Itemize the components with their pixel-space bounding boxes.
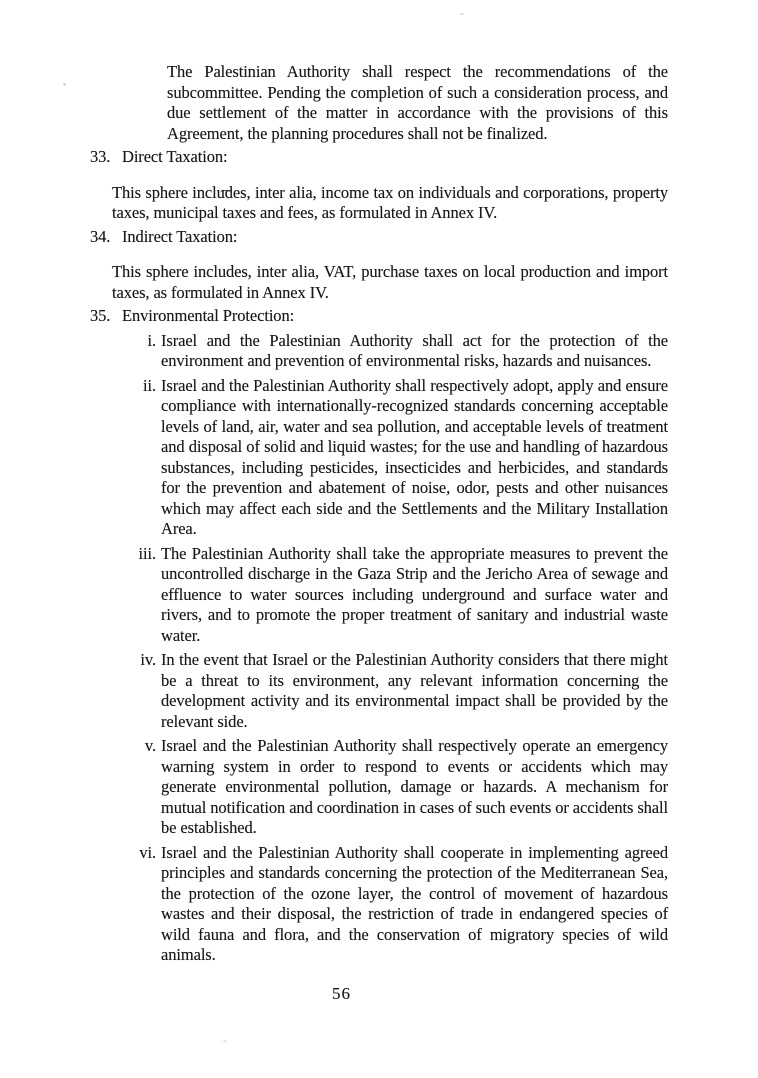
subitem-text: Israel and the Palestinian Authority shall respectively adopt, apply and ensure compliance with internationally-recognized standards concerning acceptable levels of land, air, water and sea pollution, and acceptable levels of treatment and disposal of solid and liquid wastes; for the use and handling of hazardous substances, including pesticides, insecticides and herbicides, and standards for the prevention and abatement of noise, odor, pests and other nuisances which may affect each side and the Settlements and the Military Installation Area.	[161, 375, 668, 538]
subitem-text: In the event that Israel or the Palestinian Authority considers that there might be a threat to its environment, any relevant information concerning the development activity and its environmental impact shall be provided by the relevant side.	[161, 650, 668, 731]
scan-artifact	[63, 83, 66, 86]
scan-artifact	[220, 190, 231, 196]
subitem-text: The Palestinian Authority shall take the appropriate measures to prevent the uncontrolled discharge in the Gaza Strip and the Jericho Area of sewage and effluence to water sources including underground and surface water and rivers, and to promote the proper treatment of sanitary and industrial waste water.	[161, 543, 668, 645]
subitem-text: Israel and the Palestinian Authority shall act for the protection of the environment and prevention of environmental risks, hazards and nuisances.	[161, 330, 668, 370]
subitem-iii	[130, 544, 668, 647]
subitem-marker: i.	[147, 330, 156, 350]
subitem-iv	[130, 650, 668, 732]
scan-artifact	[223, 1040, 227, 1042]
section-direct-taxation	[0, 147, 758, 224]
section-title: Direct Taxation:	[122, 147, 228, 166]
section-paragraph: This sphere includes, inter alia, income tax on individuals and corporations, property taxes, municipal taxes and fees, as formulated in Annex IV.	[112, 182, 668, 222]
subitem-i	[130, 331, 668, 372]
section-number: 33.	[90, 147, 111, 166]
intro-paragraph: The Palestinian Authority shall respect the recommendations of the subcommittee. Pending the completion of such a consideration process, and due settlement of the matter in accordance with the provisions of this Agreement, the planning procedures shall not be finalized.	[167, 62, 668, 143]
section-title: Indirect Taxation:	[122, 226, 238, 246]
section-heading	[90, 306, 668, 327]
section-paragraph: This sphere includes, inter alia, VAT, purchase taxes on local production and import taxes, as formulated in Annex IV.	[112, 262, 668, 302]
subitem-marker: iii.	[138, 543, 156, 563]
section-title: Environmental Protection:	[122, 306, 295, 325]
subitem-text: Israel and the Palestinian Authority shall respectively operate an emergency warning system in order to respond to events or accidents which may generate environmental pollution, damage or hazards. A mechanism for mutual notification and coordination in cases of such events or accidents shall be established.	[161, 736, 668, 837]
subitem-marker: v.	[144, 736, 156, 755]
section-heading	[90, 227, 668, 248]
subitem-vi	[130, 843, 668, 966]
subitem-ii	[130, 376, 668, 540]
subitem-marker: ii.	[143, 375, 156, 395]
subitem-marker: iv.	[140, 650, 156, 669]
section-environmental-protection	[0, 306, 758, 966]
scan-artifact	[460, 13, 464, 15]
subitem-v	[130, 736, 668, 839]
section-heading	[90, 147, 668, 168]
subitem-text: Israel and the Palestinian Authority shall cooperate in implementing agreed principles and standards concerning the protection of the Mediterranean Sea, the protection of the ozone layer, the control of movement of hazardous wastes and their disposal, the restriction of trade in endangered species of wild fauna and flora, and the conservation of migratory species of wild animals.	[161, 842, 668, 964]
section-indirect-taxation	[0, 227, 758, 304]
section-number: 35.	[90, 306, 111, 325]
subitem-marker: vi.	[139, 842, 156, 862]
section-number: 34.	[90, 226, 111, 246]
page-number: 56	[332, 984, 351, 1003]
